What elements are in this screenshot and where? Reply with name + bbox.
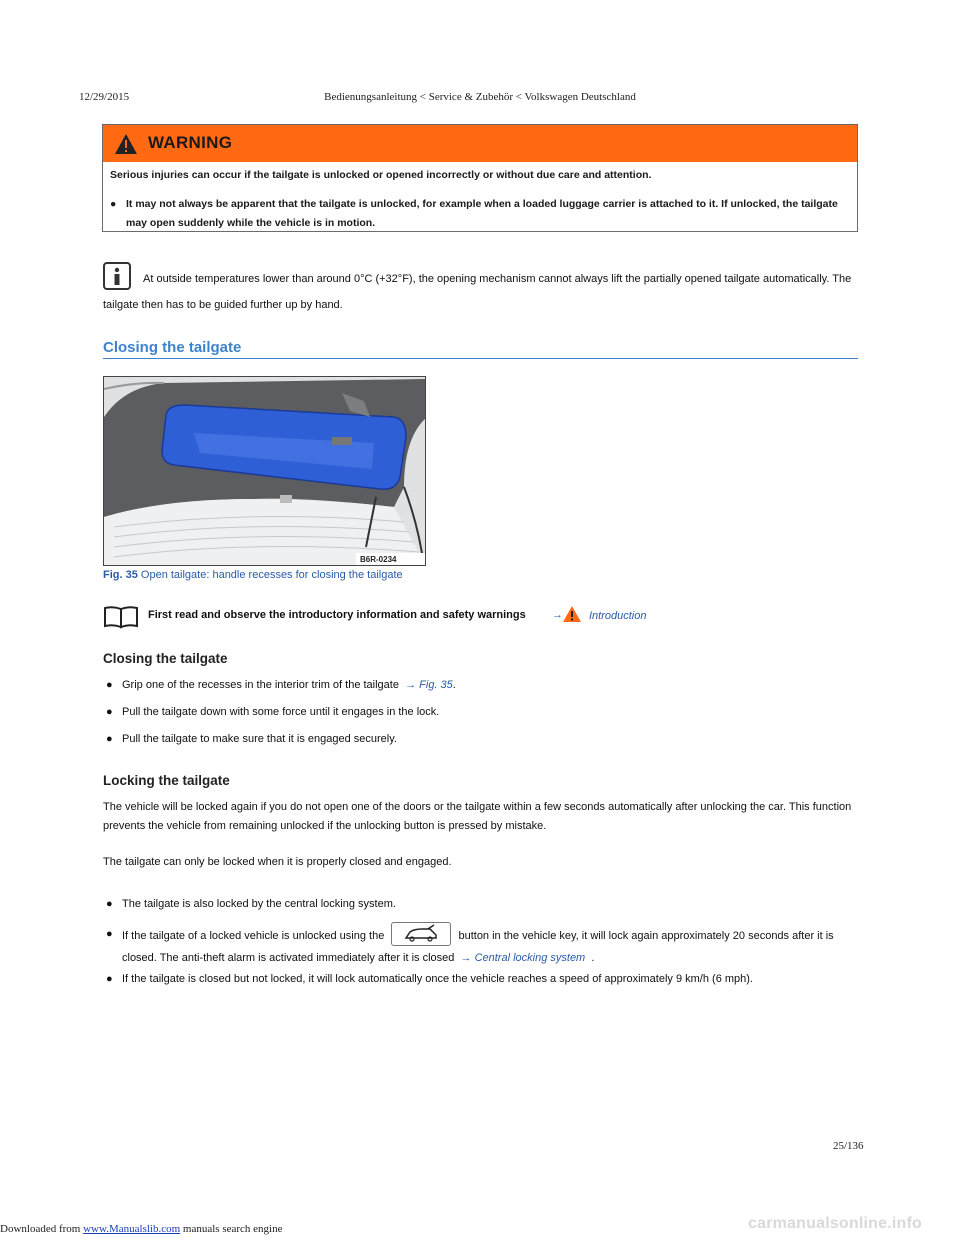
list-item-text: The tailgate is also locked by the central locking system. [122, 898, 396, 910]
figure-code: B6R-0234 [360, 555, 397, 564]
bullet-dot: ● [106, 706, 113, 718]
read-first-arrow: → [552, 609, 563, 621]
figure-caption-label: Fig. 35 [103, 569, 138, 581]
list-item-text: If the tailgate of a locked vehicle is unlocked using the [122, 929, 385, 942]
header-title: Bedienungsanleitung < Service & Zubehör < Volkswagen Deutschland [324, 91, 636, 103]
closing-heading: Closing the tailgate [103, 651, 228, 666]
list-item-text: Pull the tailgate down with some force until it engages in the lock. [122, 706, 440, 718]
list-item-suffix: . [591, 952, 595, 964]
warning-bar [103, 125, 857, 162]
list-item [106, 895, 862, 914]
page-number: 25/136 [833, 1140, 864, 1152]
warning-triangle-icon [114, 133, 138, 155]
bullet-dot: ● [106, 928, 113, 940]
introduction-link[interactable]: Introduction [589, 610, 647, 622]
note-text: At outside temperatures lower than around 0°C (+32°F), the opening mechanism cannot always lift the partially opened tailgate automatically. The tailgate then has to be guided further up by hand. [103, 273, 852, 311]
figure-caption-text: Open tailgate: handle recesses for closing the tailgate [140, 569, 403, 581]
fig-35-link[interactable]: → Fig. 35 [405, 679, 453, 691]
list-item [106, 730, 862, 749]
warning-triangle-icon [562, 605, 582, 623]
list-item [106, 676, 862, 695]
warning-item-text: It may not always be apparent that the tailgate is unlocked, for example when a loaded luggage carrier is attached to it. If unlocked, the tailgate may open suddenly while the vehicle is in motion. [126, 198, 838, 229]
header-date: 12/29/2015 [79, 91, 130, 103]
bullet-dot: ● [110, 198, 117, 210]
footer-watermark: carmanualsonline.info [748, 1215, 923, 1232]
list-item-suffix: . [452, 679, 456, 691]
footer [0, 1223, 282, 1235]
footer-prefix: Downloaded from [0, 1223, 81, 1235]
list-item-text: Grip one of the recesses in the interior trim of the tailgate [122, 679, 399, 691]
list-item-text: Pull the tailgate to make sure that it is engaged securely. [122, 733, 397, 745]
tailgate-illustration [104, 377, 426, 566]
section-rule [103, 358, 858, 359]
warning-box [102, 124, 858, 232]
bullet-dot: ● [106, 679, 113, 691]
list-item-text: If the tailgate is closed but not locked, it will lock automatically once the vehicle reaches a speed of approximately 9 km/h (6 mph). [122, 973, 753, 985]
central-locking-link[interactable]: → Central locking system [460, 952, 586, 964]
warning-text: Serious injuries can occur if the tailgate is unlocked or opened incorrectly or without due care and attention. [110, 169, 652, 181]
list-item [106, 924, 862, 968]
footer-suffix: manuals search engine [182, 1223, 283, 1235]
locking-paragraph: The tailgate can only be locked when it is properly closed and engaged. [103, 856, 452, 868]
warning-list-item [110, 195, 846, 233]
manualslib-link[interactable]: www.Manualslib.com [83, 1223, 181, 1235]
book-icon [103, 605, 139, 629]
list-item [106, 970, 862, 989]
warning-heading: WARNING [148, 133, 233, 152]
locking-heading: Locking the tailgate [103, 773, 230, 788]
bullet-dot: ● [106, 973, 113, 985]
list-item [106, 703, 862, 722]
tailgate-key-button-icon [391, 922, 451, 946]
locking-paragraph: The vehicle will be locked again if you do not open one of the doors or the tailgate within a few seconds automatically after unlocking the car. This function prevents the vehicle from remaining unlocked if the unlocking button is pressed by mistake. [103, 801, 852, 832]
read-first-text: First read and observe the introductory information and safety warnings [148, 609, 526, 621]
bullet-dot: ● [106, 733, 113, 745]
section-title: Closing the tailgate [103, 339, 242, 356]
figure-image [103, 376, 426, 566]
bullet-dot: ● [106, 898, 113, 910]
figure-caption [103, 569, 403, 581]
list-item-text: button in the vehicle key, it will lock again approximately 20 seconds after it is closed. The anti-theft alarm is activated immediately after it is closed [122, 929, 834, 964]
